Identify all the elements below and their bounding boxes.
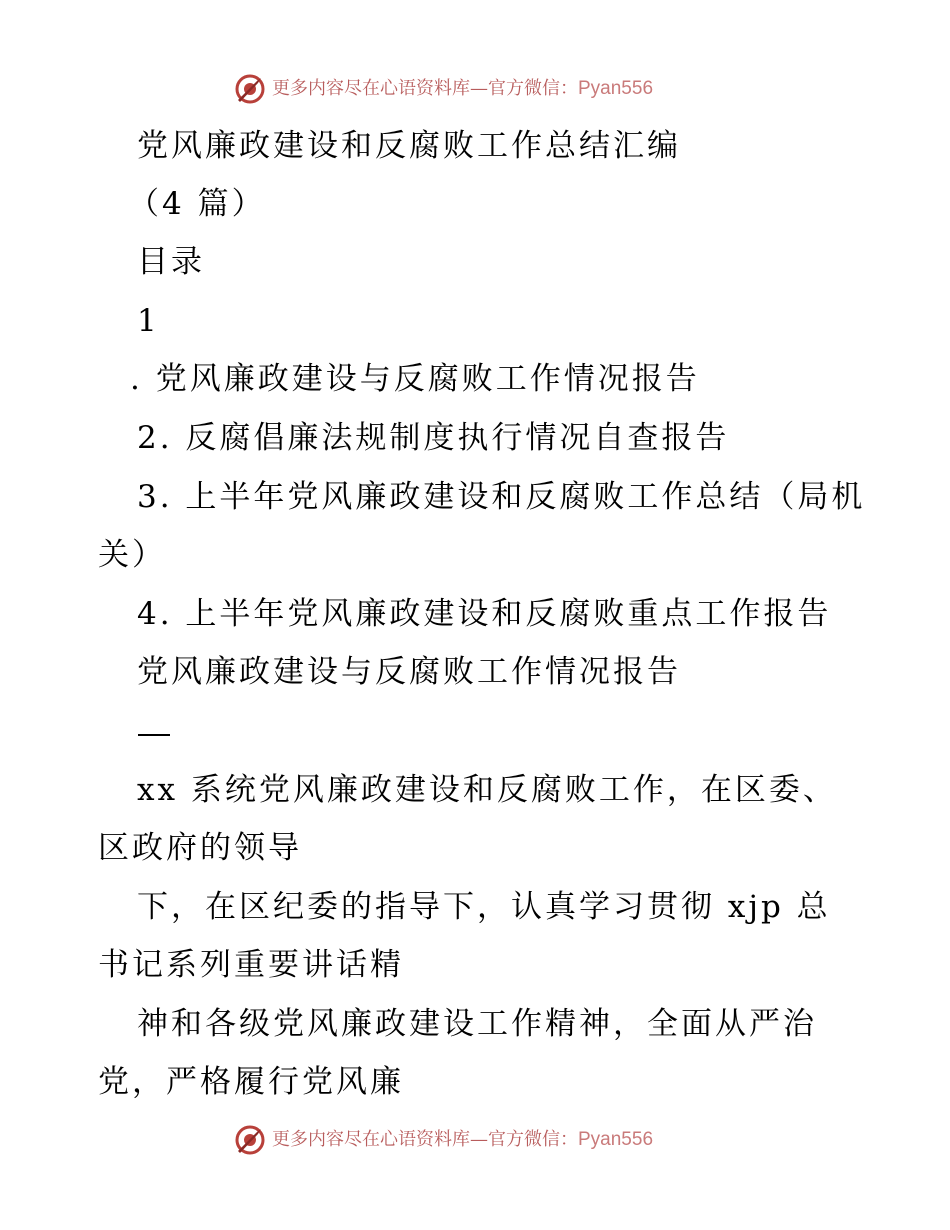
watermark-separator: — [470, 1129, 488, 1150]
paragraph-line: 区政府的领导 [98, 830, 302, 866]
toc-item-1: . 党风廉政建设与反腐败工作情况报告 [130, 361, 700, 397]
watermark-text: 更多内容尽在心语资料库 [272, 1129, 470, 1150]
section-number-dash [138, 734, 170, 736]
watermark-official: 官方微信： [488, 78, 578, 99]
paragraph-line: 下，在区纪委的指导下，认真学习贯彻 xjp 总 [137, 889, 831, 925]
toc-item-3: 3. 上半年党风廉政建设和反腐败工作总结（局机 [137, 479, 866, 515]
header-watermark [234, 72, 653, 106]
document-title: 党风廉政建设和反腐败工作总结汇编 [137, 128, 681, 164]
toc-item-2: 2. 反腐倡廉法规制度执行情况自查报告 [137, 420, 730, 456]
watermark-text: 更多内容尽在心语资料库 [272, 78, 470, 99]
paragraph-line: 神和各级党风廉政建设工作精神，全面从严治 [137, 1006, 817, 1042]
toc-item-1-number: 1 [137, 303, 160, 339]
pen-logo-icon [234, 1124, 266, 1156]
footer-watermark [234, 1123, 653, 1157]
paragraph-line: 党，严格履行党风廉 [98, 1064, 404, 1100]
section-title: 党风廉政建设与反腐败工作情况报告 [137, 654, 681, 690]
toc-item-3-continued: 关） [98, 537, 166, 573]
paragraph-line: xx 系统党风廉政建设和反腐败工作，在区委、 [137, 772, 837, 808]
toc-heading: 目录 [137, 244, 205, 280]
paragraph-line: 书记系列重要讲话精 [98, 947, 404, 983]
watermark-separator: — [470, 78, 488, 99]
watermark-account: Pyan556 [578, 78, 654, 99]
document-count: （4 篇） [128, 186, 266, 222]
watermark-official: 官方微信： [488, 1129, 578, 1150]
watermark-account: Pyan556 [578, 1129, 654, 1150]
pen-logo-icon [234, 73, 266, 105]
toc-item-4: 4. 上半年党风廉政建设和反腐败重点工作报告 [137, 596, 832, 632]
